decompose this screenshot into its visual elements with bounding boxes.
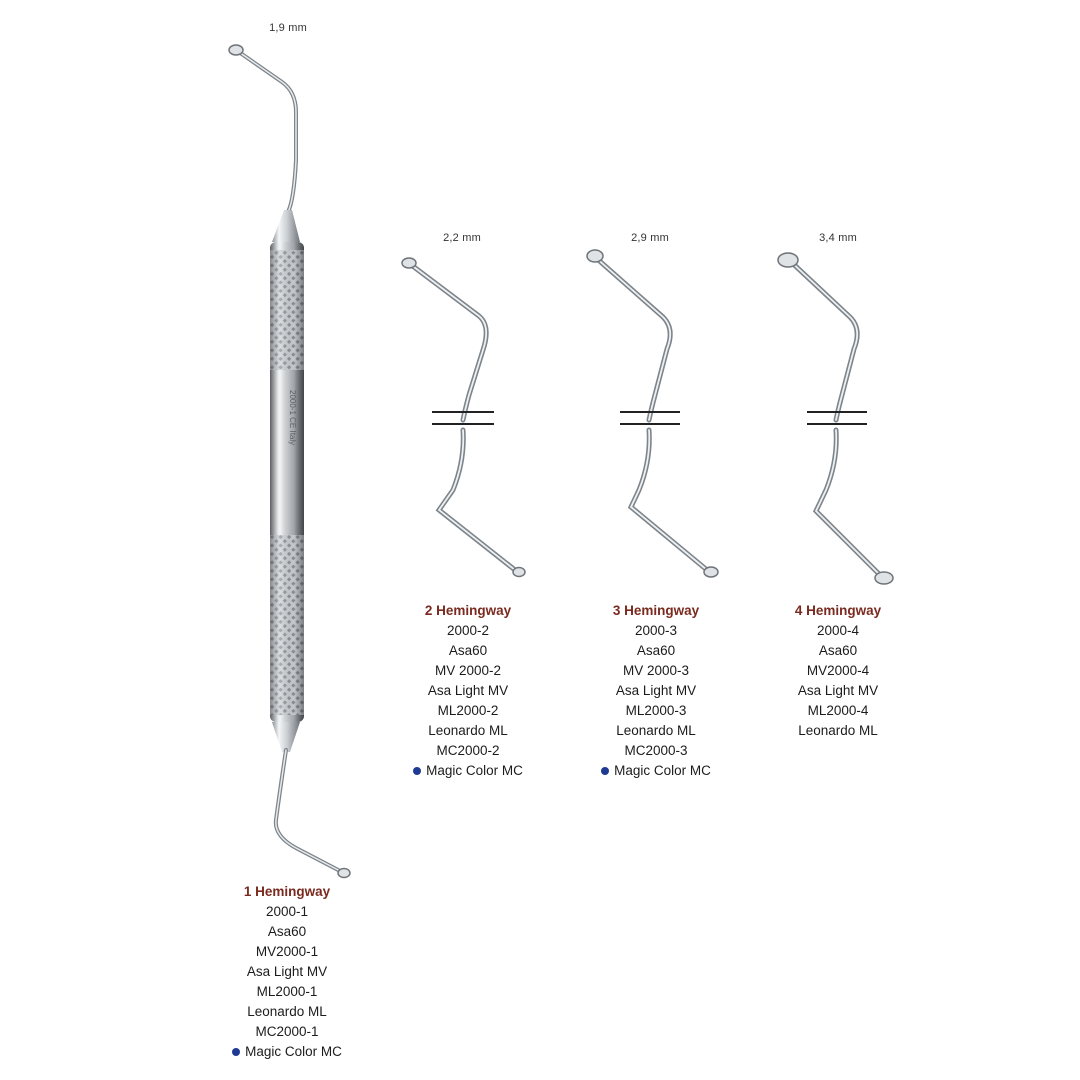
- product-code: ML2000-4: [807, 703, 869, 718]
- magic-color-line: [368, 761, 568, 781]
- product-code: MC2000-3: [624, 743, 688, 758]
- size-label-2: 2,2 mm: [443, 232, 481, 244]
- product-title: 1 Hemingway: [243, 884, 331, 899]
- product-code: Leonardo ML: [616, 723, 696, 738]
- product-code: Leonardo ML: [798, 723, 878, 738]
- instrument-1-image: [200, 30, 380, 890]
- product-code: Asa60: [448, 643, 488, 658]
- magic-color-line: [556, 761, 756, 781]
- instrument-2-image: [395, 250, 545, 585]
- product-code: Asa Light MV: [427, 683, 509, 698]
- product-code: MV2000-1: [255, 944, 319, 959]
- product-block-3: [556, 601, 756, 781]
- product-block-1: [187, 882, 387, 1062]
- handle-engraving: 2000-1 CE Italy: [288, 390, 297, 446]
- product-code: Asa60: [267, 924, 307, 939]
- product-code: Asa60: [636, 643, 676, 658]
- product-block-4: [738, 601, 938, 741]
- product-code: ML2000-2: [437, 703, 499, 718]
- product-code: MV 2000-2: [434, 663, 502, 678]
- product-code: Asa Light MV: [246, 964, 328, 979]
- product-code: ML2000-1: [256, 984, 318, 999]
- product-code: ML2000-3: [625, 703, 687, 718]
- magic-color-dot-icon: [413, 767, 421, 775]
- instrument-4-image: [770, 245, 920, 590]
- product-code: Asa Light MV: [615, 683, 697, 698]
- product-title: 3 Hemingway: [612, 603, 700, 618]
- magic-color-dot-icon: [232, 1048, 240, 1056]
- product-code: 2000-1: [265, 904, 309, 919]
- magic-color-dot-icon: [601, 767, 609, 775]
- product-code: 2000-2: [446, 623, 490, 638]
- product-code: Asa Light MV: [797, 683, 879, 698]
- product-code: MC2000-2: [436, 743, 500, 758]
- product-title: 4 Hemingway: [794, 603, 882, 618]
- product-code: Asa60: [818, 643, 858, 658]
- product-title: 2 Hemingway: [424, 603, 512, 618]
- magic-color-label: Magic Color MC: [614, 763, 711, 778]
- product-block-2: [368, 601, 568, 781]
- product-code: MV 2000-3: [622, 663, 690, 678]
- product-code: 2000-4: [816, 623, 860, 638]
- product-code: MV2000-4: [806, 663, 870, 678]
- size-label-3: 2,9 mm: [631, 232, 669, 244]
- product-code: Leonardo ML: [428, 723, 508, 738]
- product-code: MC2000-1: [255, 1024, 319, 1039]
- magic-color-label: Magic Color MC: [426, 763, 523, 778]
- product-code: Leonardo ML: [247, 1004, 327, 1019]
- magic-color-label: Magic Color MC: [245, 1044, 342, 1059]
- size-label-4: 3,4 mm: [819, 232, 857, 244]
- magic-color-line: [187, 1042, 387, 1062]
- instrument-3-image: [583, 245, 733, 585]
- size-label-1: 1,9 mm: [269, 22, 307, 34]
- product-code: 2000-3: [634, 623, 678, 638]
